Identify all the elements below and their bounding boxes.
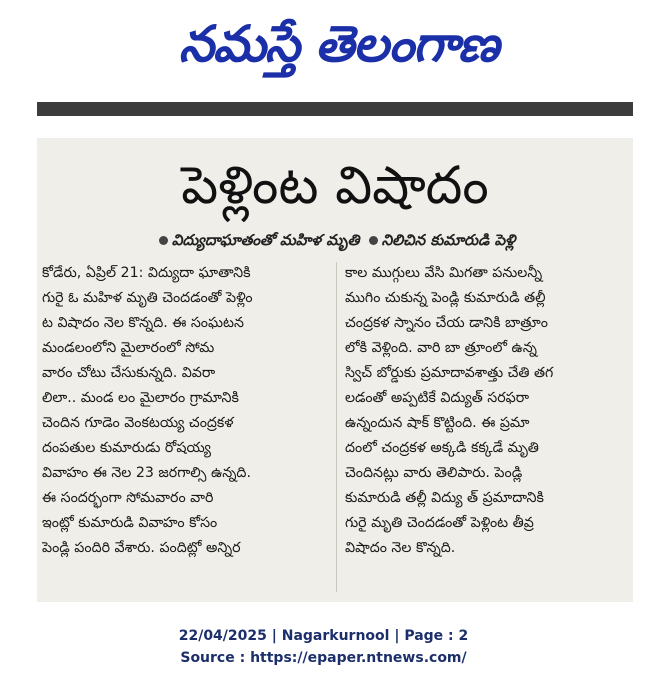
- masthead-rule: [37, 102, 633, 116]
- text-line: లోకి వెళ్లింది. వారి బా త్రూంలో ఉన్న: [345, 340, 537, 356]
- text-line: లడంతో అప్పటికే విద్యుత్ సరఫరా: [345, 390, 529, 406]
- article-column-right: [345, 261, 631, 561]
- text-line: ముగిం చుకున్న పెండ్లి కుమారుడి తల్లీ: [345, 290, 546, 306]
- text-line: కాల ముగ్గులు వేసి మిగతా పనులన్నీ: [345, 265, 543, 281]
- text-line: వివాహం ఈ నెల 23 జరగాల్సి ఉన్నది.: [42, 465, 251, 481]
- subhead-item: విద్యుదాఘాతంతో మహిళ మృతి: [171, 231, 360, 249]
- text-line: కోడేరు, ఏప్రిల్ 21: విద్యుదా ఘాతానికి: [42, 265, 251, 281]
- text-line: చెందినట్లు వారు తెలిపారు. పెండ్లి: [345, 465, 523, 481]
- text-line: ఉన్నందున షాక్ కొట్టింది. ఈ ప్రమా: [345, 415, 530, 431]
- article-headline: పెళ్లింట విషాదం: [181, 156, 489, 216]
- text-line: గురై ఓ మహిళ మృతి చెందడంతో పెళ్లిం: [42, 290, 253, 306]
- text-line: స్విచ్ బోర్డుకు ప్రమాదావశాత్తు చేతి తగ: [345, 365, 554, 381]
- text-line: లిలా.. మండ లం మైలారం గ్రామానికి: [42, 390, 239, 406]
- text-line: కుమారుడి తల్లీ విద్యు త్ ప్రమాదానికి: [345, 490, 544, 506]
- text-line: గురై మృతి చెందడంతో పెళ్లింట తీవ్ర: [345, 515, 534, 531]
- bullet-icon: [369, 236, 378, 245]
- masthead-logo: నమస్తే తెలంగాణ: [178, 15, 499, 73]
- footer-edition-info: 22/04/2025 | Nagarkurnool | Page : 2: [178, 628, 469, 644]
- article-clipping: [37, 138, 633, 602]
- text-line: దంపతుల కుమారుడు రోషయ్య: [42, 440, 212, 456]
- text-line: ఇంట్లో కుమారుడి వివాహం కోసం: [42, 515, 218, 531]
- column-divider: [336, 262, 337, 592]
- text-line: చెందిన గూడెం వెంకటయ్య చంద్రకళ: [42, 415, 234, 431]
- text-line: ట విషాదం నెల కొన్నది. ఈ సంఘటన: [42, 315, 244, 331]
- footer-source: Source : https://epaper.ntnews.com/: [180, 650, 467, 666]
- text-line: మండలంలోని మైలారంలో సోమ: [42, 340, 215, 356]
- masthead: [0, 4, 647, 84]
- article-column-left: [42, 261, 329, 561]
- text-line: దంలో చంద్రకళ అక్కడి కక్కడే మృతి: [345, 440, 539, 456]
- subhead-item: నిలిచిన కుమారుడి పెళ్లి: [381, 231, 516, 249]
- text-line: ఈ సందర్భంగా సోమవారం వారి: [42, 490, 214, 506]
- text-line: పెండ్లి పందిరి వేశారు. పందిట్లో అన్నిర: [42, 540, 241, 556]
- bullet-icon: [159, 236, 168, 245]
- article-subhead: [37, 231, 633, 253]
- text-line: చంద్రకళ స్నానం చేయ డానికి బాత్రూం: [345, 315, 548, 331]
- text-line: విషాదం నెల కొన్నది.: [345, 540, 456, 556]
- text-line: వారం చోటు చేసుకున్నది. వివరా: [42, 365, 216, 381]
